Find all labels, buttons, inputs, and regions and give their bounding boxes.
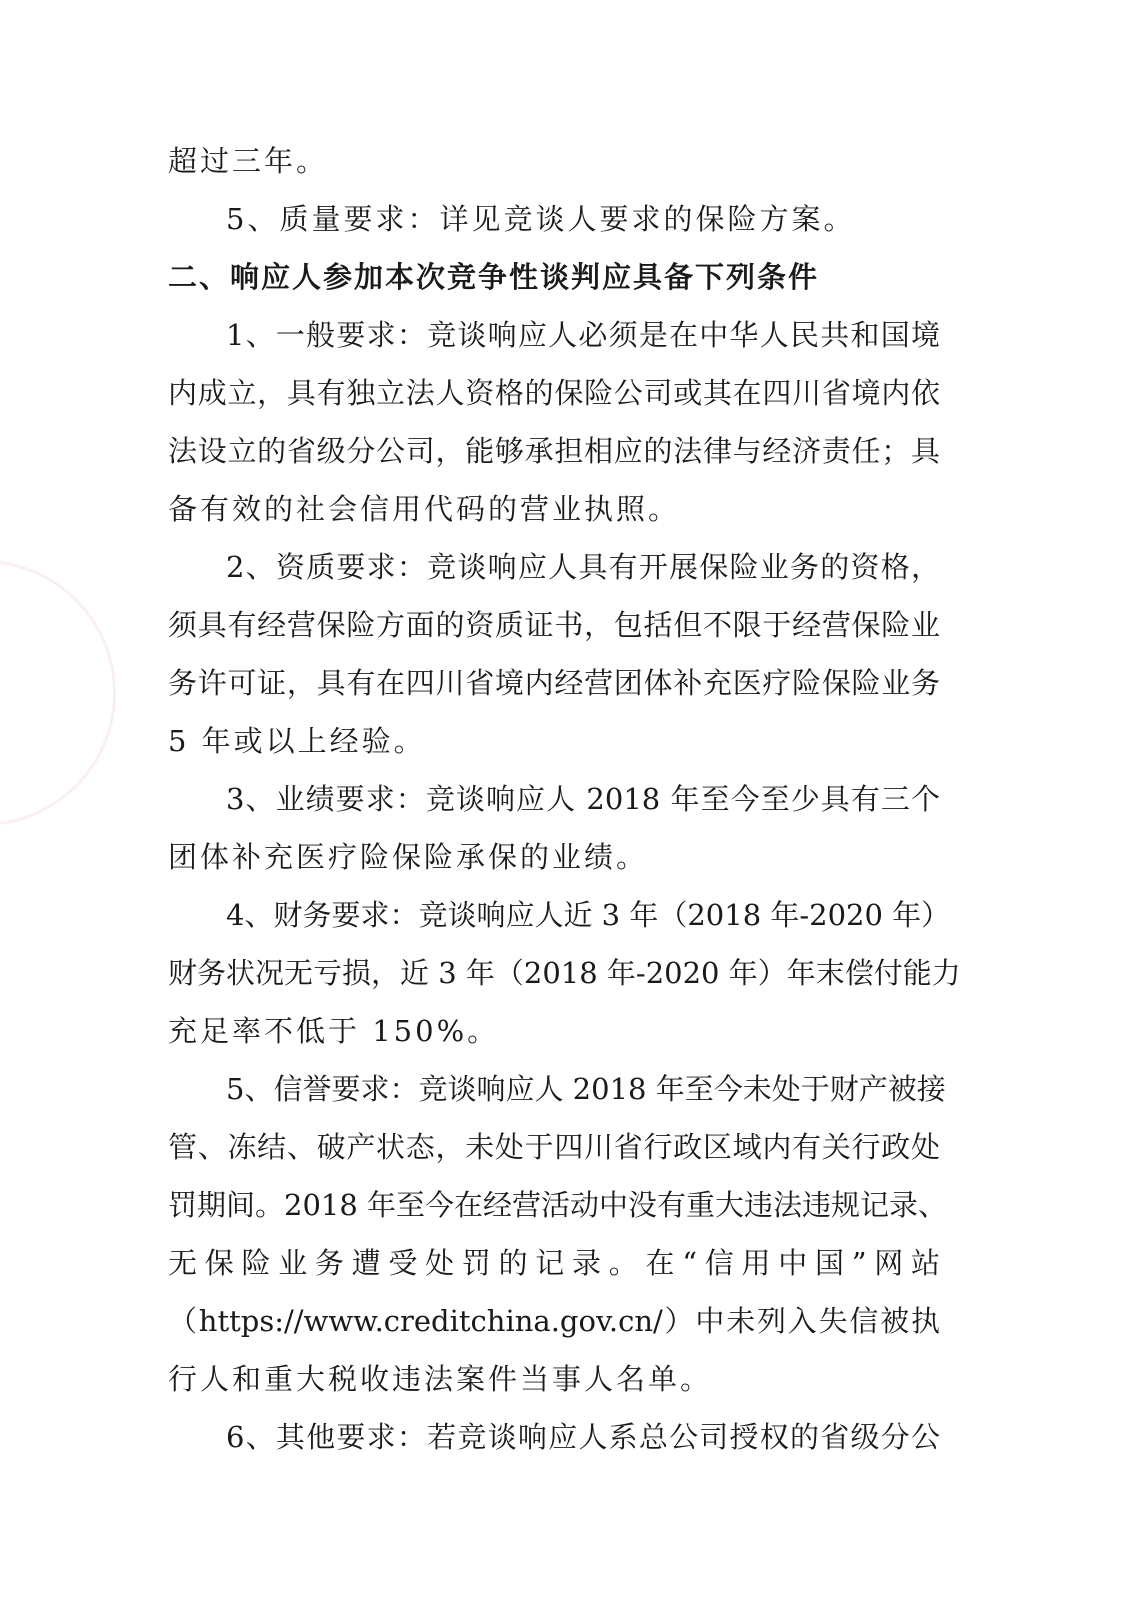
text-line: 管、冻结、破产状态，未处于四川省行政区域内有关行政处	[168, 1130, 940, 1164]
faint-seal-mark	[0, 560, 116, 826]
text-line: 财务状况无亏损，近 3 年（2018 年-2020 年）年末偿付能力	[168, 956, 961, 990]
text-line: 充足率不低于 150%。	[168, 1014, 500, 1048]
document-body	[168, 132, 961, 1466]
text-line: 1、一般要求：竞谈响应人必须是在中华人民共和国境	[226, 318, 940, 352]
text-line: 超过三年。	[168, 144, 329, 178]
text-line: 5 年或以上经验。	[168, 724, 426, 758]
text-line: 行人和重大税收违法案件当事人名单。	[168, 1362, 713, 1396]
text-line: 无保险业务遭受处罚的记录。在“信用中国”网站	[168, 1246, 940, 1280]
text-line: 务许可证，具有在四川省境内经营团体补充医疗险保险业务	[168, 666, 940, 700]
text-line: 4、财务要求：竞谈响应人近 3 年（2018 年-2020 年）	[226, 898, 951, 932]
text-line: 法设立的省级分公司，能够承担相应的法律与经济责任；具	[168, 434, 940, 468]
text-line: 团体补充医疗险保险承保的业绩。	[168, 840, 649, 874]
text-line: 5、信誉要求：竞谈响应人 2018 年至今未处于财产被接	[226, 1072, 946, 1106]
text-line: （https://www.creditchina.gov.cn/）中未列入失信被执	[168, 1304, 940, 1338]
text-line: 5、质量要求：详见竞谈人要求的保险方案。	[226, 202, 856, 236]
text-line: 罚期间。2018 年至今在经营活动中没有重大违法违规记录、	[168, 1188, 948, 1222]
text-line: 3、业绩要求：竞谈响应人 2018 年至今至少具有三个	[226, 782, 940, 816]
text-line: 内成立，具有独立法人资格的保险公司或其在四川省境内依	[168, 376, 940, 410]
section-heading: 二、响应人参加本次竞争性谈判应具备下列条件	[168, 260, 820, 294]
text-line: 须具有经营保险方面的资质证书，包括但不限于经营保险业	[168, 608, 940, 642]
text-line: 2、资质要求：竞谈响应人具有开展保险业务的资格，	[226, 550, 940, 584]
text-line: 备有效的社会信用代码的营业执照。	[168, 492, 681, 526]
text-line: 6、其他要求：若竞谈响应人系总公司授权的省级分公	[226, 1420, 940, 1454]
